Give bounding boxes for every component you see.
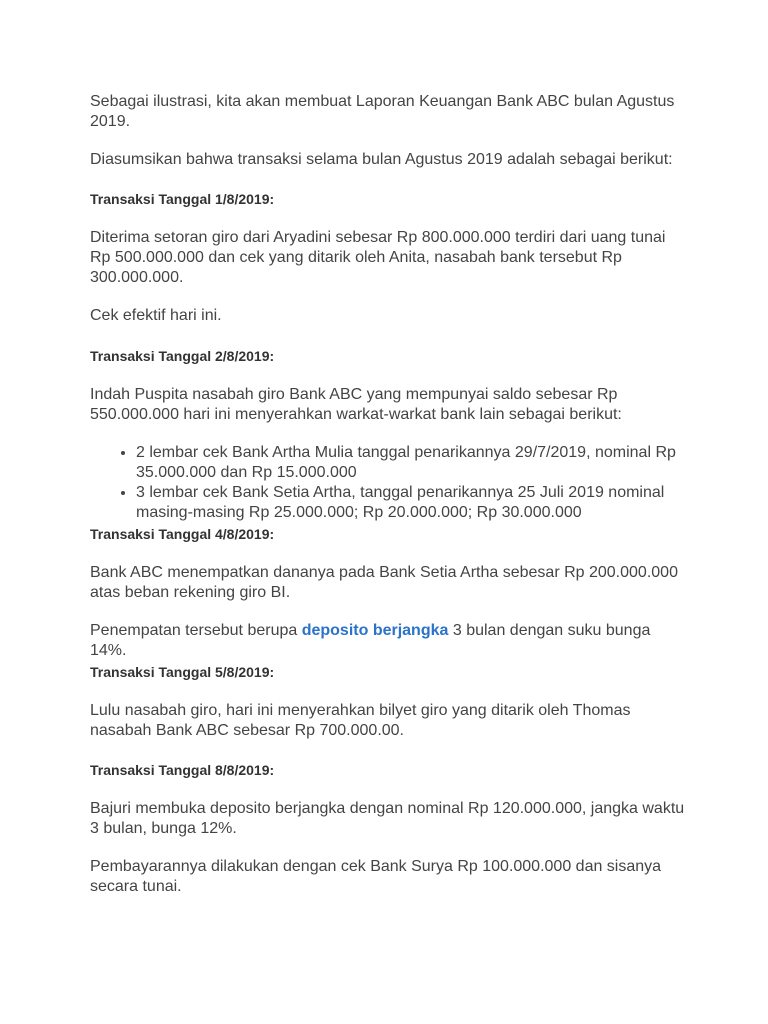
list-item: • 2 lembar cek Bank Artha Mulia tanggal penarikannya 29/7/2019, nominal Rp 35.000.000 dan Rp 15.000.000 <box>136 443 688 483</box>
transaction-8-8-paragraph-1: Bajuri membuka deposito berjangka dengan nominal Rp 120.000.000, jangka waktu 3 bulan, bunga 12%. <box>90 800 685 837</box>
intro-paragraph-2: Diasumsikan bahwa transaksi selama bulan Agustus 2019 adalah sebagai berikut: <box>90 151 673 168</box>
deposito-berjangka-link[interactable]: deposito berjangka <box>301 622 449 639</box>
transaction-heading-8-8: Transaksi Tanggal 8/8/2019: <box>90 762 275 778</box>
transaction-heading-1-8: Transaksi Tanggal 1/8/2019: <box>90 191 275 207</box>
transaction-1-8-paragraph-1: Diterima setoran giro dari Aryadini sebesar Rp 800.000.000 terdiri dari uang tunai Rp 500.000.000 dan cek yang ditarik oleh Anita, nasabah bank tersebut Rp 300.000.000. <box>90 229 666 286</box>
transaction-1-8-paragraph-2: Cek efektif hari ini. <box>90 307 222 324</box>
transaction-8-8-paragraph-2: Pembayarannya dilakukan dengan cek Bank Surya Rp 100.000.000 dan sisanya secara tunai. <box>90 858 662 895</box>
transaction-4-8-paragraph-2 <box>90 621 688 661</box>
paragraph-text: Penempatan tersebut berupa <box>90 622 302 639</box>
transaction-4-8-paragraph-1: Bank ABC menempatkan dananya pada Bank Setia Artha sebesar Rp 200.000.000 atas beban rekening giro BI. <box>90 564 678 601</box>
transaction-2-8-list <box>90 443 688 523</box>
intro-paragraph-1: Sebagai ilustrasi, kita akan membuat Laporan Keuangan Bank ABC bulan Agustus 2019. <box>90 93 675 130</box>
transaction-2-8-paragraph-1: Indah Puspita nasabah giro Bank ABC yang mempunyai saldo sebesar Rp 550.000.000 hari ini menyerahkan warkat-warkat bank lain sebagai berikut: <box>90 386 622 423</box>
transaction-5-8-paragraph-1: Lulu nasabah giro, hari ini menyerahkan bilyet giro yang ditarik oleh Thomas nasabah Bank ABC sebesar Rp 700.000.00. <box>90 702 631 739</box>
transaction-heading-4-8: Transaksi Tanggal 4/8/2019: <box>90 526 275 542</box>
transaction-heading-2-8: Transaksi Tanggal 2/8/2019: <box>90 348 275 364</box>
list-item: • 3 lembar cek Bank Setia Artha, tanggal penarikannya 25 Juli 2019 nominal masing-masing Rp 25.000.000; Rp 20.000.000; Rp 30.000.000 <box>136 483 688 523</box>
paragraph-text: 3 bulan dengan suku bunga 14%. <box>90 622 651 659</box>
transaction-heading-5-8: Transaksi Tanggal 5/8/2019: <box>90 664 275 680</box>
